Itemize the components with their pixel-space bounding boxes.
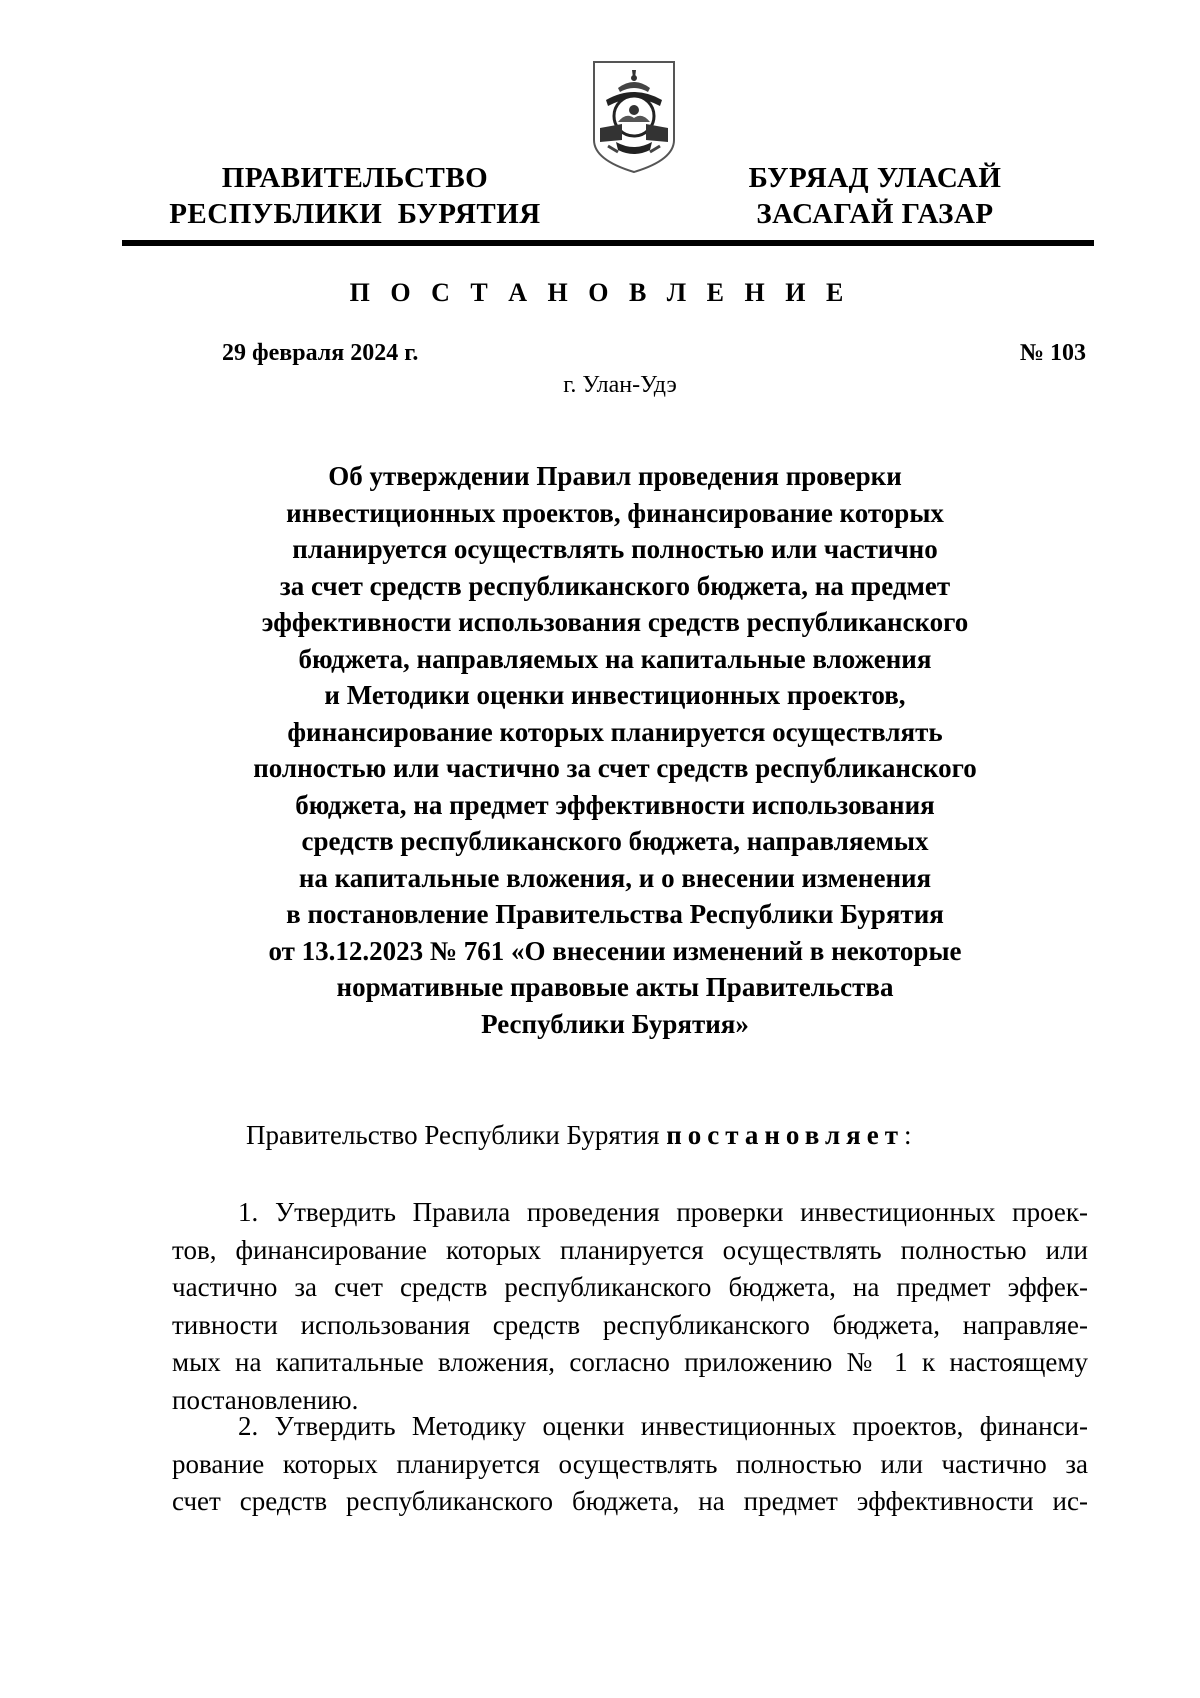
header-right-line-2: ЗАСАГАЙ ГАЗАР <box>756 198 994 230</box>
decree-word: постановляет <box>666 1120 904 1150</box>
decree-intro: Правительство Республики Бурятия <box>246 1120 667 1150</box>
document-type: П О С Т А Н О В Л Е Н И Е <box>349 278 851 307</box>
title-line: Республики Бурятия» <box>481 1008 749 1039</box>
header-left-line-1: ПРАВИТЕЛЬСТВО <box>221 162 489 194</box>
paragraph-line: мых на капитальные вложения, согласно приложению № 1 к настоящему <box>172 1347 1088 1377</box>
header-right-line-1: БУРЯАД УЛАСАЙ <box>748 162 1002 194</box>
title-line: планируется осуществлять полностью или частично <box>292 534 938 564</box>
decree-colon: : <box>903 1120 912 1150</box>
title-line: эффективности использования средств республиканского <box>261 607 969 637</box>
title-line: бюджета, направляемых на капитальные вложения <box>298 643 932 674</box>
paragraph-line: 1. Утвердить Правила проведения проверки инвестиционных проек- <box>238 1197 1088 1227</box>
government-name-russian <box>150 160 560 232</box>
paragraph-line: счет средств республиканского бюджета, на предмет эффективности ис- <box>172 1486 1088 1516</box>
coat-of-arms-icon <box>588 56 680 176</box>
paragraph-line: постановлению. <box>172 1384 359 1415</box>
paragraph-2 <box>172 1408 1088 1521</box>
government-name-buryat <box>720 160 1030 232</box>
title-line: финансирование которых планируется осуществлять <box>287 716 943 747</box>
document-title <box>180 458 1050 1042</box>
title-line: инвестиционных проектов, финансирование которых <box>286 497 944 528</box>
document-city: г. Улан-Удэ <box>563 372 677 398</box>
title-line: за счет средств республиканского бюджета, на предмет <box>279 570 951 601</box>
document-number: № 103 <box>1019 340 1086 366</box>
paragraph-line: рование которых планируется осуществлять полностью или частично за <box>172 1448 1088 1479</box>
title-line: и Методики оценки инвестиционных проектов, <box>324 680 906 710</box>
paragraph-line: 2. Утвердить Методику оценки инвестиционных проектов, финанси- <box>238 1411 1088 1441</box>
paragraph-1 <box>172 1194 1088 1419</box>
header-divider <box>122 240 1094 246</box>
title-line: от 13.12.2023 № 761 «О внесении изменений в некоторые <box>268 935 962 966</box>
title-line: на капитальные вложения, и о внесении изменения <box>298 862 932 893</box>
title-line: в постановление Правительства Республики Бурятия <box>286 899 944 929</box>
title-line: полностью или частично за счет средств республиканского <box>253 753 977 783</box>
title-line: нормативные правовые акты Правительства <box>336 972 894 1002</box>
title-line: бюджета, на предмет эффективности использования <box>295 789 935 820</box>
paragraph-line: тивности использования средств республиканского бюджета, направляе- <box>172 1309 1088 1340</box>
paragraph-line: тов, финансирование которых планируется осуществлять полностью или <box>172 1234 1088 1265</box>
header-left-line-2: РЕСПУБЛИКИ БУРЯТИЯ <box>169 198 541 230</box>
title-line: средств республиканского бюджета, направляемых <box>301 826 929 856</box>
title-line: Об утверждении Правил проведения проверки <box>328 461 902 491</box>
paragraph-line: частично за счет средств республиканского бюджета, на предмет эффек- <box>172 1272 1088 1302</box>
document-date: 29 февраля 2024 г. <box>222 340 419 366</box>
decree-statement <box>246 1120 911 1151</box>
